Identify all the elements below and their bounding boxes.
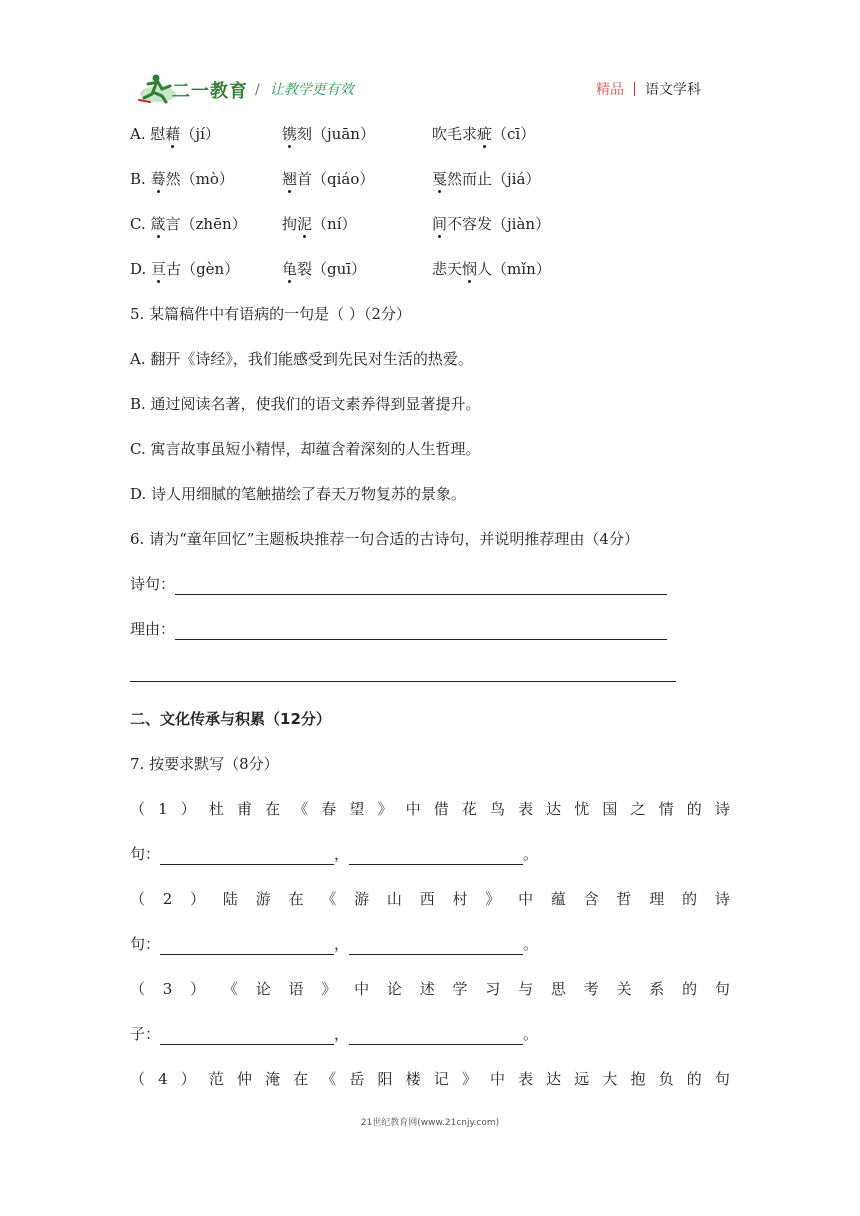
q7-item-char: 思 <box>550 980 566 998</box>
q7-item-char: 忧 <box>574 800 590 818</box>
q7-item-char: 西 <box>419 890 435 908</box>
q7-item-char: 望 <box>349 800 365 818</box>
q7-item-char: 达 <box>546 800 562 818</box>
q7-item-char: 的 <box>686 800 702 818</box>
q7-item-char: 理 <box>649 890 665 908</box>
reason-label: 理由： <box>130 620 176 638</box>
q7-item-char: 楼 <box>405 1070 421 1088</box>
q4-option-a: A. 慰藉（jí） 镌刻（juān） 吹毛求疵（cī） <box>130 125 536 143</box>
q7-item-char: 岳 <box>349 1070 365 1088</box>
q7-item-char: 》 <box>377 800 393 818</box>
q7-item-2-answer: 句： ， 。 <box>130 935 539 953</box>
blank-2a[interactable] <box>160 934 334 955</box>
q7-item-char: 2 <box>162 890 173 908</box>
q7-item-3 <box>130 976 730 1021</box>
q7-item-char: 句 <box>714 980 730 998</box>
reason-answer-blank[interactable] <box>175 619 667 640</box>
q6-poem-row <box>130 571 730 616</box>
q7-item-3-answer: 子： ， 。 <box>130 1025 539 1043</box>
q7-item-char: 游 <box>255 890 271 908</box>
q7-item-char: 范 <box>208 1070 224 1088</box>
blank-1b[interactable] <box>349 844 523 865</box>
q7-item-char: 中 <box>354 980 370 998</box>
q7-item-char: 在 <box>293 1070 309 1088</box>
q7-item-char: 》 <box>461 1070 477 1088</box>
q7-item-char: 学 <box>452 980 468 998</box>
section-2-title: 二、文化传承与积累（12分） <box>130 710 331 728</box>
q7-item-char: 论 <box>386 980 402 998</box>
q7-item-char: 1 <box>158 800 168 818</box>
header-slogan: / 让教学更有效 <box>255 82 354 98</box>
logo-text: 二一教育 <box>172 81 248 102</box>
q7-item-char: ） <box>190 890 206 908</box>
q7-item-char: 远 <box>574 1070 590 1088</box>
q7-item-char: 淹 <box>265 1070 281 1088</box>
q7-item-char: 的 <box>682 890 698 908</box>
q5-option-a: A. 翻开《诗经》，我们能感受到先民对生活的热爱。 <box>130 350 473 368</box>
q7-item-char: （ <box>130 1070 146 1088</box>
q7-item-char: ） <box>180 800 196 818</box>
q7-item-char: 3 <box>162 980 173 998</box>
q7-item-char: 陆 <box>222 890 238 908</box>
q7-item-char: 哲 <box>616 890 632 908</box>
q7-item-4 <box>130 1066 730 1111</box>
q7-item-char: 表 <box>518 1070 534 1088</box>
q7-item-char: 山 <box>386 890 402 908</box>
q7-item-char: 习 <box>485 980 501 998</box>
q7-item-char: 《 <box>293 800 309 818</box>
q7-item-char: 中 <box>489 1070 505 1088</box>
q7-item-char: 4 <box>158 1070 168 1088</box>
q7-item-char: ） <box>180 1070 196 1088</box>
q7-item-char: 之 <box>630 800 646 818</box>
q7-item-char: 语 <box>288 980 304 998</box>
page-header <box>0 0 860 110</box>
q6-stem: 6. 请为“童年回忆”主题板块推荐一句合适的古诗句，并说明推荐理由（4分） <box>130 530 639 548</box>
q7-item-char: 的 <box>682 980 698 998</box>
q7-item-char: 达 <box>546 1070 562 1088</box>
q7-item-char: 花 <box>461 800 477 818</box>
q7-item-char: 春 <box>321 800 337 818</box>
blank-2b[interactable] <box>349 934 523 955</box>
subject-label: 语文学科 <box>645 82 701 98</box>
q7-item-char: （ <box>130 980 146 998</box>
q7-stem: 7. 按要求默写（8分） <box>130 755 279 773</box>
q7-item-char: 关 <box>616 980 632 998</box>
q7-item-char: 《 <box>321 890 337 908</box>
reason-answer-blank-2[interactable] <box>130 681 676 682</box>
q7-item-char: 诗 <box>714 800 730 818</box>
q6-reason-row <box>130 616 730 661</box>
q4-option-d: D. 亘古（gèn） 龟裂（guī） 悲天悯人（mǐn） <box>130 260 551 278</box>
q7-item-char: 与 <box>518 980 534 998</box>
q7-item-char: 在 <box>288 890 304 908</box>
q7-item-char: 诗 <box>714 890 730 908</box>
q5-option-b: B. 通过阅读名著，使我们的语文素养得到显著提升。 <box>130 395 481 413</box>
q7-item-char: 阳 <box>377 1070 393 1088</box>
page-footer: 21世纪教育网(www.21cnjy.com) <box>360 1118 500 1128</box>
blank-1a[interactable] <box>160 844 334 865</box>
q7-item-char: 考 <box>583 980 599 998</box>
q7-item-char: 中 <box>518 890 534 908</box>
q7-item-char: 游 <box>354 890 370 908</box>
q7-item-char: 情 <box>658 800 674 818</box>
q7-item-char: 鸟 <box>489 800 505 818</box>
q7-item-char: 》 <box>321 980 337 998</box>
blank-3a[interactable] <box>160 1024 334 1045</box>
q7-item-char: 记 <box>433 1070 449 1088</box>
q7-item-char: 村 <box>452 890 468 908</box>
header-divider <box>634 82 635 96</box>
q7-item-char: 《 <box>321 1070 337 1088</box>
q7-item-char: （ <box>130 890 146 908</box>
q7-item-2 <box>130 886 730 931</box>
poem-answer-blank[interactable] <box>175 574 667 595</box>
q7-item-1-answer: 句： ， 。 <box>130 845 539 863</box>
blank-3b[interactable] <box>349 1024 523 1045</box>
q7-item-char: 中 <box>405 800 421 818</box>
q5-option-c: C. 寓言故事虽短小精悍，却蕴含着深刻的人生哲理。 <box>130 440 481 458</box>
q4-option-c: C. 箴言（zhēn） 拘泥（ní） 间不容发（jiàn） <box>130 215 551 233</box>
q7-item-char: 的 <box>686 1070 702 1088</box>
q7-item-char: 抱 <box>630 1070 646 1088</box>
q6-reason-row-2 <box>130 661 730 706</box>
q7-item-char: 蕴 <box>550 890 566 908</box>
jingpin-label: 精品 <box>596 82 624 98</box>
q7-item-char: 在 <box>265 800 281 818</box>
q7-item-char: ） <box>190 980 206 998</box>
q7-item-char: 表 <box>518 800 534 818</box>
q7-item-char: 论 <box>255 980 271 998</box>
q7-item-char: 系 <box>649 980 665 998</box>
q7-item-char: 《 <box>222 980 238 998</box>
header-subject <box>596 79 701 99</box>
q7-item-char: 甫 <box>236 800 252 818</box>
q7-item-char: 国 <box>602 800 618 818</box>
q7-item-char: 大 <box>602 1070 618 1088</box>
q7-item-char: 负 <box>658 1070 674 1088</box>
q7-item-char: 句 <box>714 1070 730 1088</box>
q7-item-char: 含 <box>583 890 599 908</box>
q7-item-char: 杜 <box>208 800 224 818</box>
q7-item-char: 仲 <box>236 1070 252 1088</box>
q7-item-char: 借 <box>433 800 449 818</box>
q7-item-char: 》 <box>485 890 501 908</box>
q5-option-d: D. 诗人用细腻的笔触描绘了春天万物复苏的景象。 <box>130 485 467 503</box>
q4-option-b: B. 蓦然（mò） 翘首（qiáo） 戛然而止（jiá） <box>130 170 541 188</box>
q5-stem: 5. 某篇稿件中有语病的一句是（ ）（2分） <box>130 305 411 323</box>
q7-item-char: （ <box>130 800 146 818</box>
poem-label: 诗句： <box>130 575 176 593</box>
q7-item-char: 述 <box>419 980 435 998</box>
exam-content <box>130 121 730 1111</box>
q7-item-1 <box>130 796 730 841</box>
